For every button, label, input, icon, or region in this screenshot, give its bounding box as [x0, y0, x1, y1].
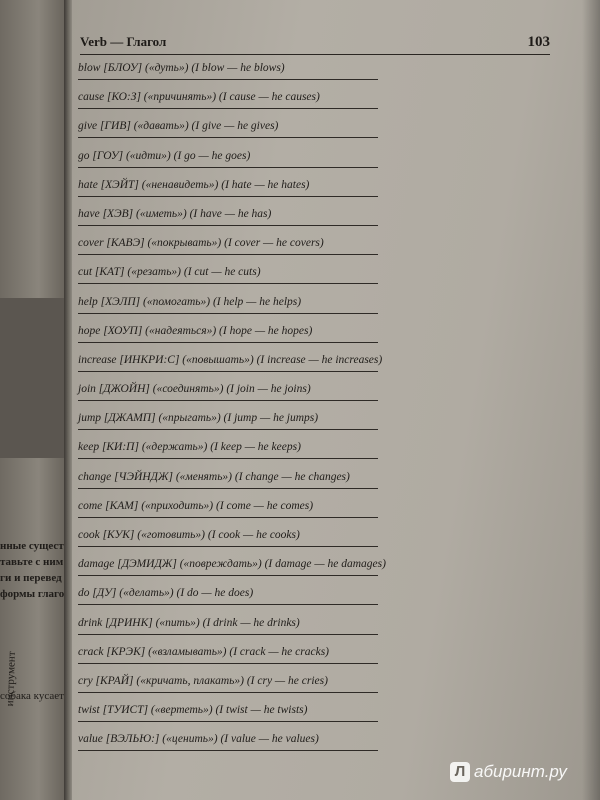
verb-entry-text: join [ДЖОЙН] («соединять») (I join — he joins)	[78, 383, 311, 396]
verb-entry-text: cause [КО:З] («причинять») (I cause — he causes)	[78, 91, 320, 104]
answer-line	[78, 342, 378, 343]
verb-entry-text: go [ГОУ] («идти») (I go — he goes)	[78, 149, 251, 162]
left-page-fragment: тавьте с ним	[0, 556, 64, 568]
answer-line	[78, 400, 378, 401]
left-page-fragment: собака кусает	[0, 690, 64, 702]
answer-line	[78, 604, 378, 605]
left-page-fragment: ги и перевед	[0, 572, 62, 584]
labirint-logo-icon: Л	[450, 762, 470, 782]
verb-entry	[78, 640, 388, 669]
book-gutter	[64, 0, 72, 800]
verb-entry	[78, 406, 388, 435]
answer-line	[78, 196, 378, 197]
verb-entry	[78, 523, 388, 552]
verb-entry	[78, 173, 388, 202]
answer-line	[78, 692, 378, 693]
left-page-fragment: формы глаго	[0, 588, 64, 600]
left-page-vertical-fragment: инструмент	[4, 651, 18, 707]
answer-line	[78, 283, 378, 284]
verb-entry-text: have [ХЭВ] («иметь») (I have — he has)	[78, 207, 272, 220]
verb-entry-text: hope [ХОУП] («надеяться») (I hope — he hopes)	[78, 324, 313, 337]
answer-line	[78, 254, 378, 255]
verb-entry-text: cut [КАТ] («резать») (I cut — he cuts)	[78, 266, 261, 279]
answer-line	[78, 429, 378, 430]
verb-entry	[78, 319, 388, 348]
answer-line	[78, 137, 378, 138]
verb-entry	[78, 669, 388, 698]
verb-entry	[78, 494, 388, 523]
answer-line	[78, 546, 378, 547]
verb-entry	[78, 581, 388, 610]
verb-entry	[78, 377, 388, 406]
answer-line	[78, 750, 378, 751]
answer-line	[78, 721, 378, 722]
answer-line	[78, 663, 378, 664]
answer-line	[78, 458, 378, 459]
answer-line	[78, 225, 378, 226]
answer-line	[78, 313, 378, 314]
verb-entry-text: help [ХЭЛП] («помогать») (I help — he helps)	[78, 295, 302, 308]
book-page	[72, 0, 600, 800]
verb-entry-text: do [ДУ] («делать») (I do — he does)	[78, 587, 254, 600]
verb-entry-text: damage [ДЭМИДЖ] («повреждать») (I damage — he damages)	[78, 558, 386, 571]
answer-line	[78, 167, 378, 168]
verb-entry-text: value [ВЭЛЬЮ:] («ценить») (I value — he values)	[78, 733, 319, 746]
verb-entry	[78, 290, 388, 319]
verb-entry	[78, 114, 388, 143]
verb-entry-text: crack [КРЭК] («взламывать») (I crack — he cracks)	[78, 645, 329, 658]
watermark-text: абиринт.ру	[474, 762, 567, 781]
verb-entry-text: keep [КИ:П] («держать») (I keep — he keeps)	[78, 441, 301, 454]
left-page-edge	[0, 0, 64, 800]
verb-entry-text: change [ЧЭЙНДЖ] («менять») (I change — he changes)	[78, 470, 350, 483]
verb-entry-text: drink [ДРИНК] («пить») (I drink — he drinks)	[78, 616, 300, 629]
verb-entry-text: hate [ХЭЙТ] («ненавидеть») (I hate — he hates)	[78, 178, 310, 191]
answer-line	[78, 79, 378, 80]
answer-line	[78, 575, 378, 576]
verb-entry	[78, 202, 388, 231]
answer-line	[78, 371, 378, 372]
verb-entry	[78, 465, 388, 494]
watermark	[450, 762, 567, 782]
answer-line	[78, 488, 378, 489]
page-header	[80, 32, 550, 55]
verb-entry	[78, 698, 388, 727]
verb-entry	[78, 231, 388, 260]
verb-entry	[78, 727, 388, 756]
verb-entry	[78, 348, 388, 377]
verb-entry	[78, 144, 388, 173]
page-shadow	[582, 0, 600, 800]
verb-entry	[78, 552, 388, 581]
verb-list	[78, 56, 388, 757]
verb-entry-text: blow [БЛОУ] («дуть») (I blow — he blows)	[78, 62, 285, 74]
verb-entry	[78, 260, 388, 289]
verb-entry-text: come [КАМ] («приходить») (I come — he comes)	[78, 499, 314, 512]
verb-entry	[78, 435, 388, 464]
verb-entry	[78, 56, 388, 85]
left-page-fragment: нные сущест	[0, 540, 64, 552]
verb-entry-text: cry [КРАЙ] («кричать, плакать») (I cry — he cries)	[78, 674, 328, 687]
answer-line	[78, 108, 378, 109]
verb-entry-text: cover [КАВЭ] («покрывать») (I cover — he covers)	[78, 237, 324, 250]
page-number: 103	[527, 34, 550, 50]
verb-entry	[78, 611, 388, 640]
left-page-shaded-band	[0, 298, 64, 458]
verb-entry-text: twist [ТУИСТ] («вертеть») (I twist — he twists)	[78, 704, 308, 717]
section-title: Verb — Глагол	[80, 34, 167, 49]
verb-entry-text: increase [ИНКРИ:С] («повышать») (I increase — he increases)	[78, 353, 383, 366]
verb-entry-text: give [ГИВ] («давать») (I give — he gives)	[78, 120, 279, 133]
verb-entry-text: cook [КУК] («готовить») (I cook — he cooks)	[78, 529, 300, 541]
answer-line	[78, 634, 378, 635]
verb-entry-text: jump [ДЖАМП] («прыгать») (I jump — he jumps)	[78, 412, 319, 425]
verb-entry	[78, 85, 388, 114]
answer-line	[78, 517, 378, 518]
